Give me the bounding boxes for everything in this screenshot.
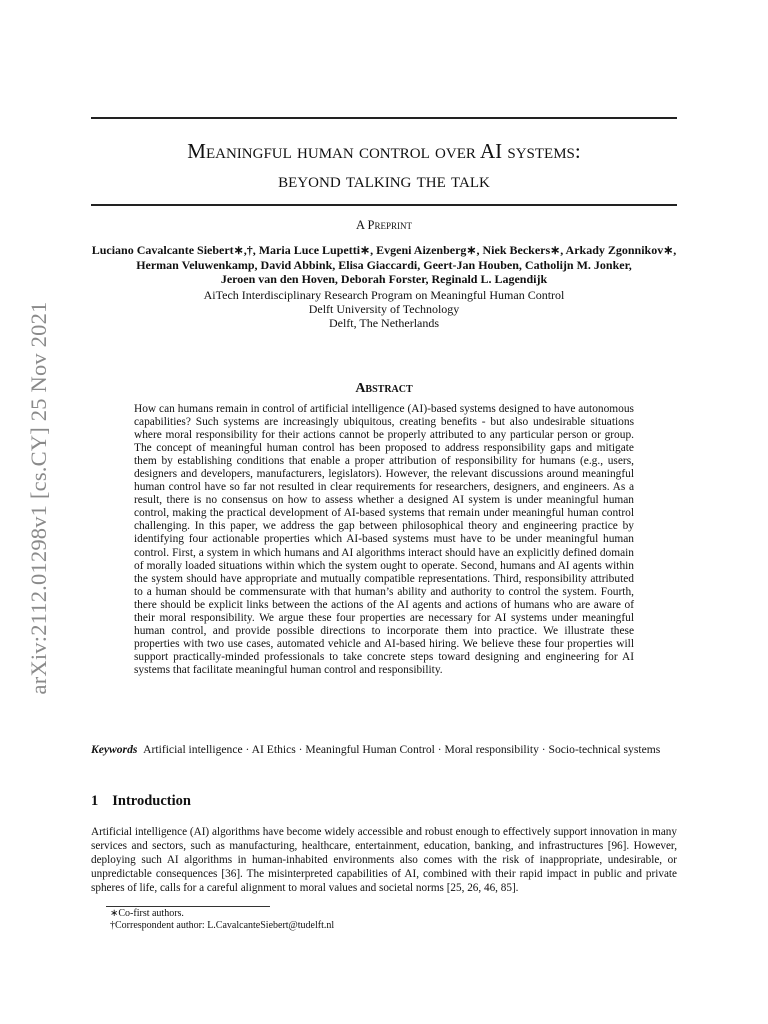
affiliation-line-3: Delft, The Netherlands xyxy=(328,316,440,330)
author-line-1: Luciano Cavalcante Siebert∗,†, Maria Luce Lupetti∗, Evgeni Aizenberg∗, Niek Beckers∗, Arkady Zgonnikov∗, xyxy=(91,243,677,257)
introduction-text: Artificial intelligence (AI) algorithms have become widely accessible and robust enough to effectively support innovation in many services and sectors, such as manufacturing, healthcare, entertainment, education, banking, and infrastructures [96]. However, deploying such AI algorithms in human-inhabited environments also comes with the risk of inappropriate, undesirable, or unpredictable consequences [36]. The misinterpreted capabilities of AI, combined with their rapid impact in public and private spheres of life, calls for a careful alignment to moral values and societal norms [25, 26, 46, 85]. xyxy=(91,826,677,895)
abstract-heading: Abstract xyxy=(355,381,413,396)
title-top-rule xyxy=(91,117,677,119)
arxiv-side-stamp xyxy=(22,268,56,728)
footnote-rule xyxy=(106,906,270,907)
arxiv-identifier: arXiv:2112.01298v1 [cs.CY] 25 Nov 2021 xyxy=(26,301,51,695)
footnote-correspondent: †Correspondent author: L.CavalcanteSiebert@tudelft.nl xyxy=(110,920,335,931)
title-bottom-rule xyxy=(91,204,677,206)
author-line-2: Herman Veluwenkamp, David Abbink, Elisa Giaccardi, Geert-Jan Houben, Catholijn M. Jonker, xyxy=(136,257,632,272)
preprint-label: A Preprint xyxy=(356,218,412,232)
abstract-text: How can humans remain in control of artificial intelligence (AI)-based systems designed to have autonomous capabilities? Such systems are increasingly ubiquitous, creating benefits - but also undesirable situations where moral responsibility for their actions cannot be properly attributed to any particular person or group. The concept of meaningful human control has been proposed to address responsibility gaps and mitigate them by establishing conditions that enable a proper attribution of responsibility for humans (e.g., users, designers and developers, manufacturers, legislators). However, the relevant discussions around meaningful human control have so far not resulted in clear requirements for researchers, designers, and engineers. As a result, there is no consensus on how to assess whether a designed AI system is under meaningful human control, making the practical development of AI-based systems that remain under meaningful human control challenging. In this paper, we address the gap between philosophical theory and engineering practice by identifying four actionable properties which AI-based systems must have to be under meaningful human control. First, a system in which humans and AI algorithms interact should have an explicitly defined domain of morally loaded situations within which the system ought to operate. Second, humans and AI agents within the system should have appropriate and mutually compatible representations. Third, responsibility attributed to a human should be commensurate with that human’s ability and authority to control the system. Fourth, there should be explicit links between the actions of the AI agents and actions of humans who are aware of their moral responsibility. We argue these four properties are necessary for AI systems under meaningful human control, and provide possible directions to incorporate them into practice. We illustrate these properties with two use cases, automated vehicle and AI-based hiring. We believe these four properties will support practically-minded professionals to take concrete steps toward designing and engineering for AI systems that facilitate meaningful human control and responsibility. xyxy=(134,403,634,676)
title-line-2: beyond talking the talk xyxy=(278,168,490,192)
keywords-text: Artificial intelligence · AI Ethics · Meaningful Human Control · Moral responsibility · Socio-technical systems xyxy=(143,743,661,756)
section-title: Introduction xyxy=(112,793,191,809)
title-line-1: Meaningful human control over AI systems: xyxy=(187,139,581,163)
paper-title xyxy=(91,137,677,195)
affiliation-line-1: AiTech Interdisciplinary Research Program on Meaningful Human Control xyxy=(203,288,565,302)
author-list xyxy=(91,243,677,287)
affiliation-line-2: Delft University of Technology xyxy=(308,302,460,316)
keywords-label: Keywords xyxy=(91,743,138,756)
author-line-3: Jeroen van den Hoven, Deborah Forster, Reginald L. Lagendijk xyxy=(220,272,548,286)
section-heading-introduction xyxy=(91,793,191,810)
section-number: 1 xyxy=(91,793,99,809)
footnote-co-first: ∗Co-first authors. xyxy=(110,908,184,919)
keywords xyxy=(91,743,677,757)
